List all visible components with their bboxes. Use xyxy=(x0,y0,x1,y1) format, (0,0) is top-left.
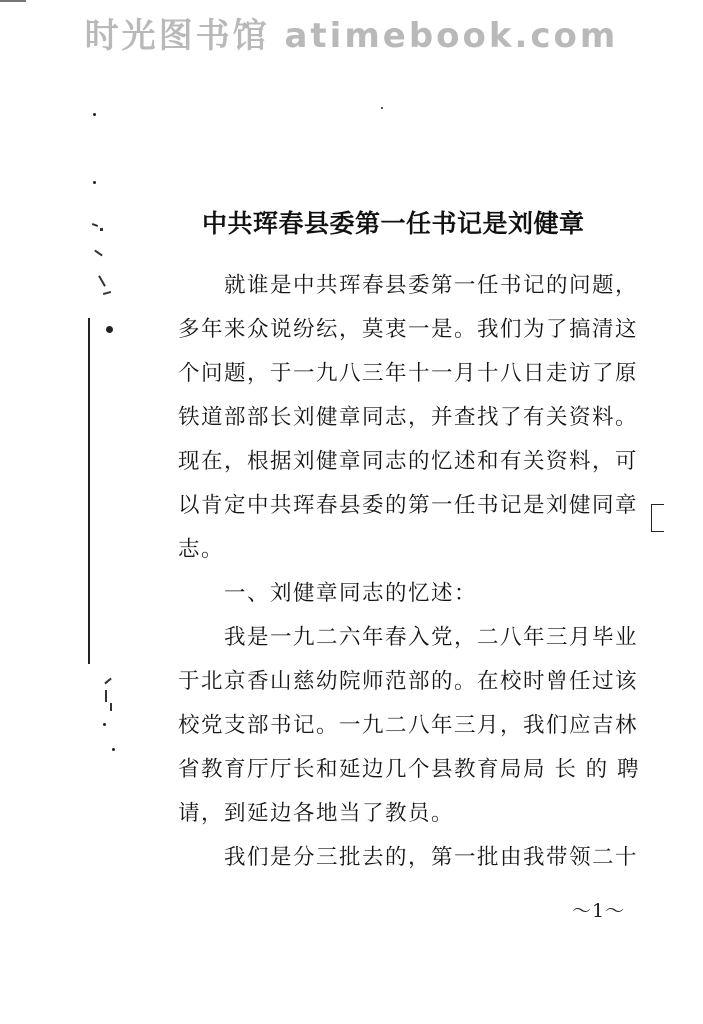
scan-edge-mark xyxy=(92,223,98,227)
text-line: 就谁是中共珲春县委第一任书记的问题， xyxy=(224,273,639,298)
scan-edge-mark xyxy=(110,703,112,711)
scan-corner-mark xyxy=(0,0,26,2)
proofreading-mark xyxy=(651,504,664,532)
scan-speck xyxy=(106,326,113,333)
document-title: 中共珲春县委第一任书记是刘健章 xyxy=(202,209,585,238)
text-line: 多年来众说纷纭，莫衷一是。我们为了搞清这 xyxy=(178,317,639,342)
scan-edge-mark xyxy=(105,690,107,702)
text-line: 请，到延边各地当了教员。 xyxy=(178,801,455,826)
text-line: 我们是分三批去的，第一批由我带领二十 xyxy=(224,845,639,870)
page-number: ～1～ xyxy=(572,900,626,922)
scan-speck xyxy=(103,723,106,726)
watermark: 时光图书馆 atimebook.com xyxy=(84,16,619,56)
scan-edge-mark xyxy=(100,228,103,231)
scan-speck xyxy=(381,107,383,109)
scan-speck xyxy=(93,181,96,184)
scan-edge-mark xyxy=(103,291,111,295)
text-line: 以肯定中共珲春县委的第一任书记是刘健同章 xyxy=(178,493,639,518)
scan-edge-mark xyxy=(98,275,106,286)
text-line: 我是一九二六年春入党，二八年三月毕业 xyxy=(224,625,639,650)
paragraph-recollection xyxy=(178,616,678,836)
scan-edge-mark xyxy=(104,678,111,685)
text-line: 现在，根据刘健章同志的忆述和有关资料，可 xyxy=(178,449,639,474)
section-heading xyxy=(178,572,678,616)
scan-speck xyxy=(112,748,115,751)
text-line: 志。 xyxy=(178,537,225,562)
text-line: 一、刘健章同志的忆述： xyxy=(224,581,478,606)
scan-edge-mark xyxy=(94,250,103,257)
paragraph-continuation xyxy=(178,836,678,880)
text-line: 于北京香山慈幼院师范部的。在校时曾任过该 xyxy=(178,669,639,694)
text-line: 省教育厅厅长和延边几个县教育局局 长 的 聘 xyxy=(178,757,641,782)
scan-speck xyxy=(93,113,96,116)
text-line: 铁道部部长刘健章同志，并查找了有关资料。 xyxy=(178,405,639,430)
text-line: 校党支部书记。一九二八年三月，我们应吉林 xyxy=(178,713,639,738)
paragraph-intro xyxy=(178,264,678,572)
text-line: 个问题，于一九八三年十一月十八日走访了原 xyxy=(178,361,639,386)
binding-line xyxy=(88,318,90,664)
